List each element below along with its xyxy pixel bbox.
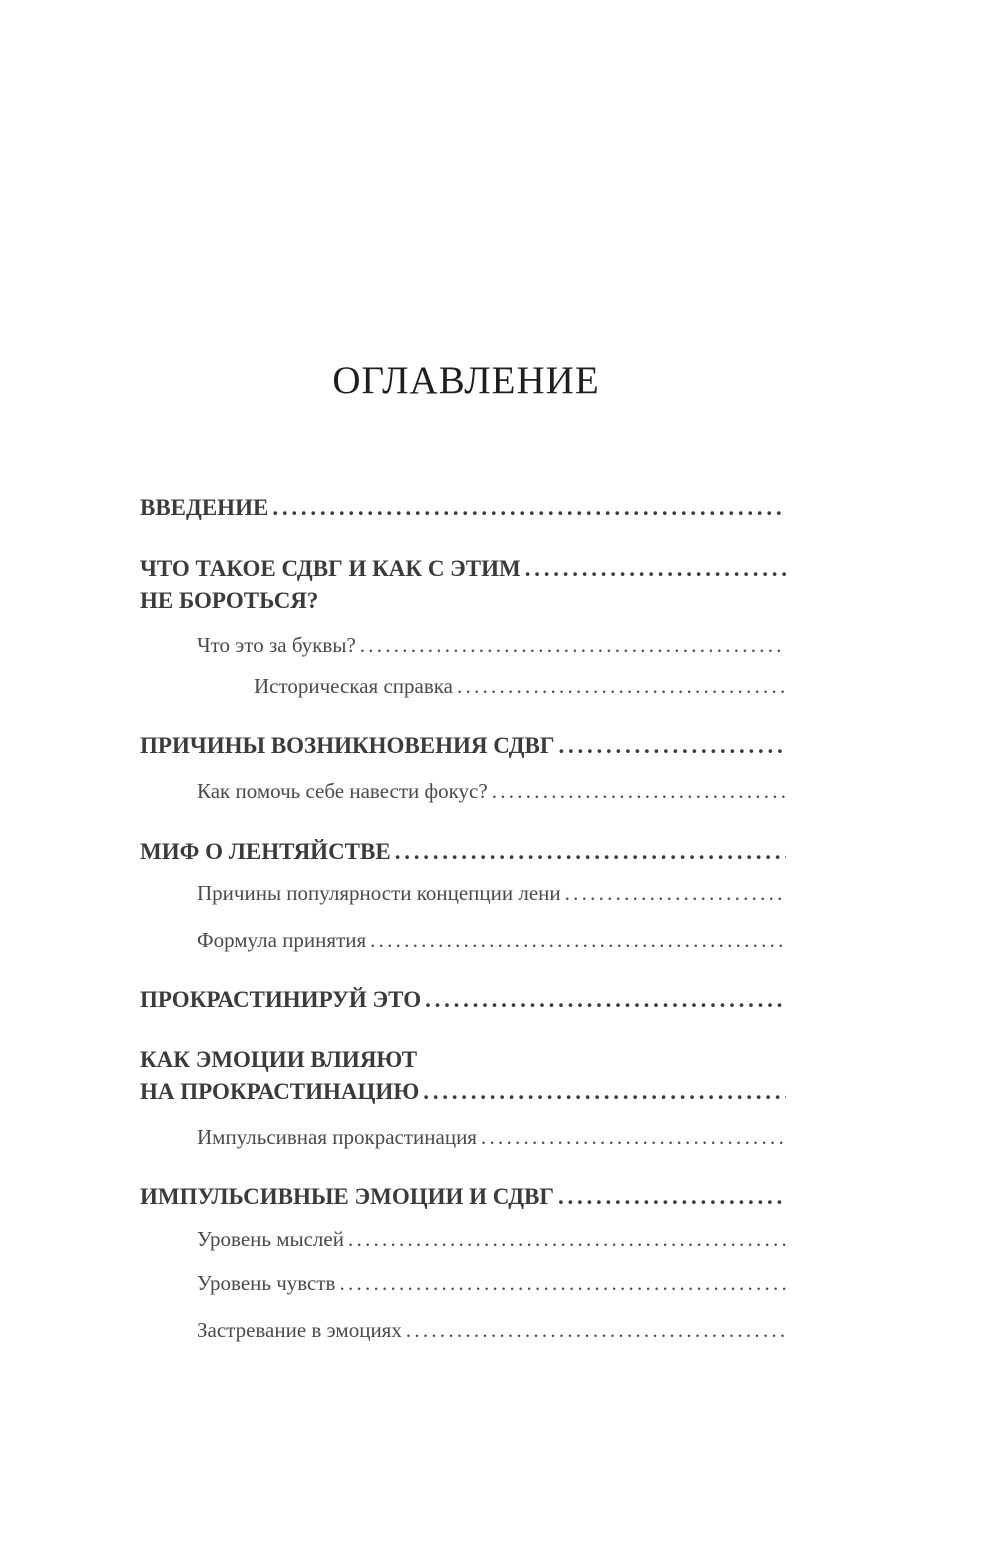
toc-entry-label: Как помочь себе навести фокус? (197, 779, 488, 803)
toc-entry-emotion-stuck[interactable] (197, 1316, 786, 1344)
toc-entry-label: Историческая справка (254, 674, 453, 698)
toc-dot-leader (425, 985, 786, 1015)
toc-entry-label: Что это за буквы? (197, 633, 356, 657)
toc-dot-leader (406, 1316, 786, 1344)
toc-entry-laziness-myth[interactable] (140, 837, 786, 867)
toc-entry-laziness-popularity[interactable] (197, 879, 786, 907)
toc-dot-leader (395, 837, 786, 867)
toc-entry-label: Уровень чувств (197, 1271, 336, 1295)
toc-dot-leader (559, 731, 786, 761)
toc-entry-label: Импульсивная прокрастинация (197, 1125, 477, 1149)
toc-entry-label: Причины популярности концепции лени (197, 881, 561, 905)
toc-entry-label: ПРИЧИНЫ ВОЗНИКНОВЕНИЯ СДВГ (140, 733, 555, 758)
toc-entry-what-letters[interactable] (197, 631, 786, 659)
toc-entry-label: МИФ О ЛЕНТЯЙСТВЕ (140, 839, 391, 864)
toc-entry-label: Застревание в эмоциях (197, 1318, 402, 1342)
toc-dot-leader (481, 1123, 786, 1151)
toc-entry-label: НА ПРОКРАСТИНАЦИЮ (140, 1079, 420, 1104)
toc-entry-procrastinate-it[interactable] (140, 985, 786, 1015)
toc-dot-leader (348, 1225, 786, 1253)
toc-entry-label: Уровень мыслей (197, 1227, 344, 1251)
toc-dot-leader (492, 777, 786, 805)
toc-entry-thoughts-level[interactable] (197, 1225, 786, 1253)
toc-entry-adhd-causes[interactable] (140, 731, 786, 761)
toc-entry-acceptance-formula[interactable] (197, 926, 786, 954)
toc-dot-leader (565, 879, 786, 907)
page-title: ОГЛАВЛЕНИЕ (332, 359, 600, 402)
toc-dot-leader (558, 1182, 786, 1212)
toc-entry-impulsive-procrastination[interactable] (197, 1123, 786, 1151)
toc-entry-impulsive-emotions[interactable] (140, 1182, 786, 1212)
toc-entry-label: ВВЕДЕНИЕ (140, 495, 269, 520)
toc-dot-leader (272, 493, 786, 523)
toc-entry-label: ПРОКРАСТИНИРУЙ ЭТО (140, 987, 422, 1012)
toc-dot-leader (525, 554, 786, 584)
toc-entry-what-is-adhd[interactable] (140, 554, 786, 584)
toc-entry-emotions-procrastination[interactable] (140, 1077, 786, 1107)
toc-dot-leader (457, 672, 786, 700)
toc-entry-label-first-line: КАК ЭМОЦИИ ВЛИЯЮТ (140, 1047, 418, 1072)
toc-dot-leader (370, 926, 786, 954)
toc-entry-introduction[interactable] (140, 493, 786, 523)
toc-entry-label-continuation: НЕ БОРОТЬСЯ? (140, 588, 319, 613)
toc-dot-leader (360, 631, 786, 659)
toc-dot-leader (423, 1077, 786, 1107)
toc-entry-label: Формула принятия (197, 928, 367, 952)
toc-entry-label: ИМПУЛЬСИВНЫЕ ЭМОЦИИ И СДВГ (140, 1184, 555, 1209)
toc-entry-focus-help[interactable] (197, 777, 786, 805)
toc-dot-leader (339, 1269, 786, 1297)
toc-entry-historical-note[interactable] (254, 672, 786, 700)
toc-entry-feelings-level[interactable] (197, 1269, 786, 1297)
toc-entry-label: ЧТО ТАКОЕ СДВГ И КАК С ЭТИМ (140, 556, 521, 581)
